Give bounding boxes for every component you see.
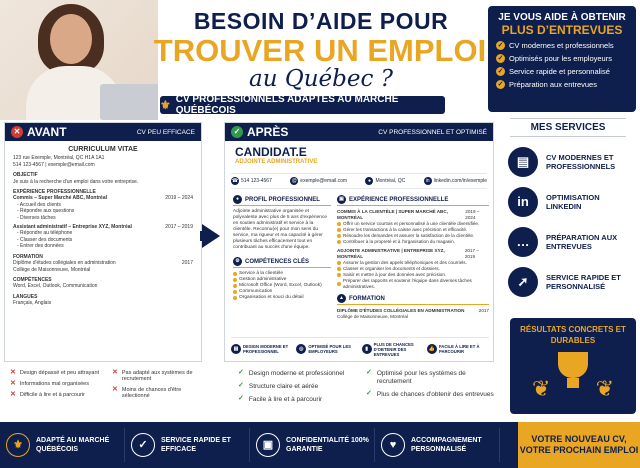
lock-icon: ▣ xyxy=(256,433,280,457)
shield-check-icon: ✓ xyxy=(131,433,155,457)
check-icon: ✓ xyxy=(366,369,372,376)
help-item: ✓ Service rapide et personnalisé xyxy=(497,67,610,76)
cta-banner[interactable]: VOTRE NOUVEAU CV, VOTRE PROCHAIN EMPLOI xyxy=(518,422,640,468)
x-icon: ✕ xyxy=(11,126,23,138)
rocket-icon: ➚ xyxy=(508,267,538,297)
check-icon: ✓ xyxy=(497,68,504,75)
x-icon: ✕ xyxy=(10,369,16,376)
after-header: ✓ APRÈS CV PROFESSIONNEL ET OPTIMISÉ xyxy=(225,123,493,141)
check-icon: ✓ xyxy=(497,42,504,49)
service-item: … PRÉPARATION AUX ENTREVUES xyxy=(500,227,636,257)
check-icon: ✓ xyxy=(231,126,243,138)
x-icon: ✕ xyxy=(112,369,118,376)
after-card xyxy=(224,122,494,362)
laptop-icon xyxy=(100,84,158,120)
check-icon: ✓ xyxy=(497,55,504,62)
chat-icon: … xyxy=(508,227,538,257)
x-icon: ✕ xyxy=(10,391,16,398)
footer-bar xyxy=(0,422,640,468)
results-box xyxy=(510,318,636,414)
footer-item: ▣ CONFIDENTIALITÉ 100% GARANTIE xyxy=(250,428,375,462)
heart-icon: ♥ xyxy=(381,433,405,457)
x-icon: ✕ xyxy=(10,380,16,387)
footer-item: ♥ ACCOMPAGNEMENT PERSONNALISÉ xyxy=(375,428,500,462)
after-tag: CV PROFESSIONNEL ET OPTIMISÉ xyxy=(378,128,487,136)
check-icon: ✓ xyxy=(497,81,504,88)
headline-line2: TROUVER UN EMPLOI xyxy=(153,33,487,68)
before-header: ✕ AVANT CV PEU EFFICACE xyxy=(5,123,201,141)
phone-icon: ☎ xyxy=(231,178,239,184)
banner-text: CV PROFESSIONNELS ADAPTÉS AU MARCHÉ QUÉBÉCOIS xyxy=(175,94,399,116)
footer-item: ⚜ ADAPTÉ AU MARCHÉ QUÉBÉCOIS xyxy=(0,428,125,462)
help-item: ✓ Préparation aux entrevues xyxy=(497,80,597,89)
before-card xyxy=(4,122,202,362)
results-text: RÉSULTATS CONCRETS ET DURABLES xyxy=(520,325,626,345)
cons-col2: ✕ Pas adapté aux systèmes de recrutement ✕ Moins de chances d'être sélectionné xyxy=(112,369,193,399)
laurel-right-icon: ❦ xyxy=(595,376,614,401)
laurel-left-icon: ❦ xyxy=(532,376,551,401)
briefcase-icon: ▣ xyxy=(337,195,346,204)
services-title: MES SERVICES xyxy=(510,118,626,137)
pros-col1: ✓ Design moderne et professionnel ✓ Structure claire et aérée ✓ Facile à lire et à parcourir xyxy=(238,369,345,403)
arrow-right-icon xyxy=(202,224,220,248)
help-box xyxy=(488,6,636,112)
left-column: ● PROFIL PROFESSIONNEL Adjointe administrative organisée et polyvalente avec plus de 5 ans d'expérience en soutien administratif et service à la clientèle. Reconnu(e) pour mon sens du service, ma rigueur et ma capacité à gérer plusieurs tâches efficacement tout en contribuant au succès d'une équipe. ⚙ COMPÉTENCES CLÉS Service à la clientèle Gestion administrative Microsoft Office (Word, Excel, Outlook) Communication Organisation et souci du détail xyxy=(233,193,331,301)
help-item: ✓ Optimisés pour les employeurs xyxy=(497,54,612,63)
before-tag: CV PEU EFFICACE xyxy=(136,128,195,136)
user-icon: ● xyxy=(233,195,242,204)
headline-line1: BESOIN D’AIDE POUR xyxy=(193,8,449,34)
check-icon: ✓ xyxy=(366,390,372,397)
help-item: ✓ CV modernes et professionnels xyxy=(497,41,614,50)
target-icon: ◎ xyxy=(296,344,306,354)
email-icon: @ xyxy=(291,178,297,184)
fleur-de-lis-icon: ⚜ xyxy=(6,433,30,457)
hero-photo xyxy=(0,0,158,120)
location-icon: ● xyxy=(365,177,373,185)
bar-chart-icon: ▮ xyxy=(362,344,372,354)
headline-line3: au Québec ? xyxy=(249,66,393,92)
service-item: ▤ CV MODERNES ET PROFESSIONNELS xyxy=(500,147,636,177)
linkedin-icon: in xyxy=(508,187,538,217)
candidate-role: ADJOINTE ADMINISTRATIVE xyxy=(235,159,318,165)
thumbs-up-icon: 👍 xyxy=(428,346,436,352)
check-icon: ✓ xyxy=(238,395,244,402)
cons-col1: ✕ Design dépassé et peu attrayant ✕ Informations mal organisées ✕ Difficile à lire et à parcourir xyxy=(10,369,100,398)
help-title: JE VOUS AIDE À OBTENIR xyxy=(498,12,626,23)
pros-col2: ✓ Optimisé pour les systèmes de recrutement ✓ Plus de chances d'obtenir des entrevues xyxy=(366,369,494,398)
footer-item: ✓ SERVICE RAPIDE ET EFFICACE xyxy=(125,428,250,462)
candidate-name: CANDIDAT.E xyxy=(235,145,307,159)
gear-icon: ⚙ xyxy=(233,257,242,266)
check-icon: ✓ xyxy=(238,369,244,376)
service-item: in OPTIMISATION LINKEDIN xyxy=(500,187,636,217)
feature-bar: ▤ DESIGN MODERNE ET PROFESSIONNEL ◎ OPTIMISÉ POUR LES EMPLOYEURS ▮ PLUS DE CHANCES D'OBTENIR DES ENTREVUES 👍 FACILE À LIRE ET À PARCOURIR xyxy=(231,337,489,357)
right-column: ▣ EXPÉRIENCE PROFESSIONNELLE COMMIS À LA CLIENTÈLE | SUPER MARCHÉ ABC, MONTRÉAL 2019 – 2024 Offrir un service courtois et personnalisé à une clientèle diversifiée. Gérer les transactions à la caisse avec précision et efficacité. Résoudre les demandes et assurer la satisfaction de la clientèle. Contribuer à la propreté et à l'organisation du magasin. ADJOINTE ADMINISTRATIVE | ENTREPRISE XYZ, MONTRÉAL 2017 – 2019 Assurer la gestion des appels téléphoniques et des courriels. Classer et organiser les documents et dossiers. Saisir et mettre à jour des données avec précision. Préparer des rapports et soutenir l'équipe dans diverses tâches administratives. ▲ FORMATION DIPLÔME D'ÉTUDES COLLÉGIALES EN ADMINISTRATION 2017 Collège de Maisonneuve, Montréal xyxy=(337,196,489,319)
linkedin-icon: in xyxy=(424,177,432,185)
x-icon: ✕ xyxy=(112,386,118,393)
document-icon: ▤ xyxy=(231,344,241,354)
services-panel xyxy=(500,118,636,318)
service-item: ➚ SERVICE RAPIDE ET PERSONNALISÉ xyxy=(500,267,636,297)
contact-bar: ☎ 514 123-4567 @ exemple@email.com ● Montréal, QC in linkedin.com/in/exemple xyxy=(231,173,487,189)
check-icon: ✓ xyxy=(238,382,244,389)
hero-banner xyxy=(160,96,445,114)
fleur-de-lis-icon: ⚜ xyxy=(160,98,171,112)
old-cv: CURRICULUM VITAE 123 rue Exemple, Montréal, QC H1A 1A1 514 123-4567 | exemple@email.com OBJECTIF Je suis à la recherche d'un emploi dans votre entreprise. EXPÉRIENCE PROFESSIONNELLE Commis – Super Marché ABC, Montréal 2019 – 2024 - Accueil des clients - Répondre aux questions - Diverses tâches Assistant administratif – Entreprise XYZ, Montréal 2017 – 2019 - Répondre au téléphone - Classer des documents - Entrer des données FORMATION Diplôme d'études collégiales en administration 2017 Collège de Maisonneuve, Montréal COMPÉTENCES Word, Excel, Outlook, Communication LANGUES Français, Anglais xyxy=(13,146,193,307)
graduation-cap-icon: ▲ xyxy=(337,294,346,303)
trophy-icon xyxy=(558,352,588,378)
document-icon: ▤ xyxy=(508,147,538,177)
help-subtitle: PLUS D’ENTREVUES xyxy=(501,23,623,37)
